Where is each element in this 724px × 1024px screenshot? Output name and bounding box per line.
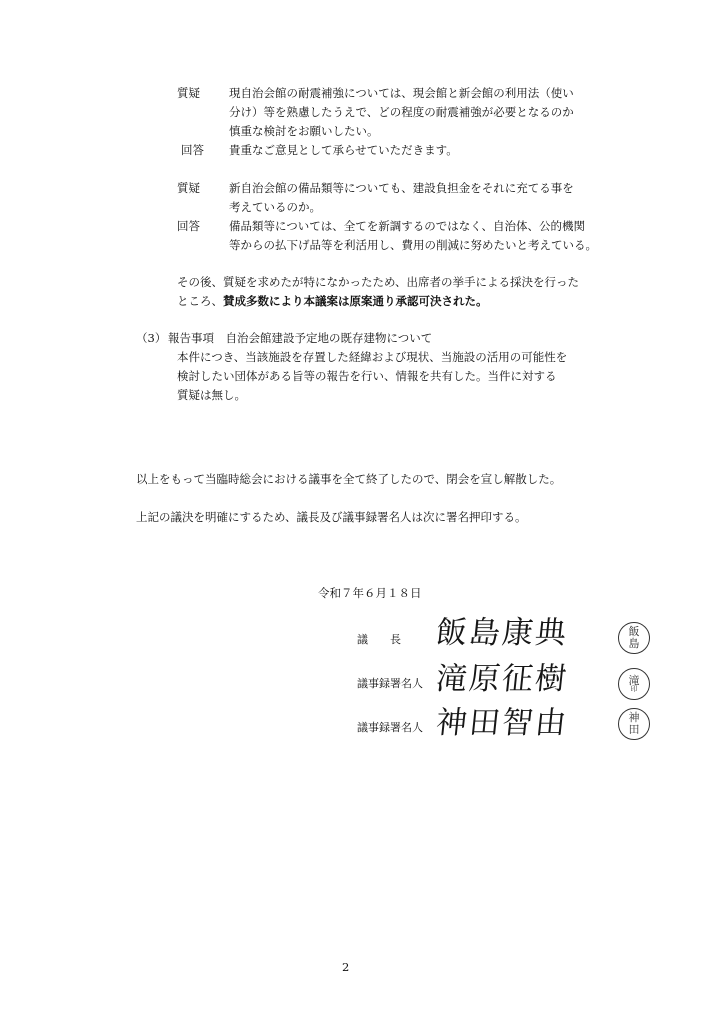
signature-role: 議事録署名人 [357, 677, 423, 690]
handwritten-signature: 神田智由 [434, 705, 570, 741]
signing-statement: 上記の議決を明確にするため、議長及び議事録署名人は次に署名押印する。 [136, 510, 527, 524]
handwritten-signature: 飯島康典 [434, 615, 570, 651]
vote-result: 賛成多数により本議案は原案通り承認可決された。 [223, 294, 488, 308]
qa-line: 慎重な検討をお願いしたい。 [229, 124, 379, 138]
qa-line: 現自治会館の耐震補強については、現会館と新会館の利用法（使い [229, 86, 574, 100]
qa-line: 考えているのか。 [229, 200, 321, 214]
qa-label: 回答 [177, 219, 200, 233]
report-heading: 報告事項 自治会館建設予定地の既存建物について [168, 331, 433, 345]
seal-stamp: 神 田 [618, 708, 650, 740]
qa-line: 分け）等を熟慮したうえで、どの程度の耐震補強が必要となるのか [229, 105, 574, 119]
qa-label: 質疑 [177, 181, 200, 195]
closing-statement: 以上をもって当臨時総会における議事を全て終了したので、閉会を宣し解散した。 [136, 472, 562, 486]
qa-label: 質疑 [177, 86, 200, 100]
vote-text-line [177, 296, 488, 308]
document-date: 令和７年６月１８日 [318, 586, 422, 600]
qa-label: 回答 [181, 143, 204, 157]
qa-line: 備品類等については、全てを新調するのではなく、自治体、公的機関 [229, 219, 586, 233]
report-line: 本件につき、当該施設を存置した経緯および現状、当施設の活用の可能性を [177, 350, 568, 364]
signature-role: 議 長 [357, 633, 401, 646]
handwritten-signature: 滝原征樹 [434, 661, 570, 697]
report-number: （3） [136, 331, 167, 345]
page-number: 2 [342, 960, 350, 974]
report-line: 検討したい団体がある旨等の報告を行い、情報を共有した。当件に対する [177, 369, 557, 383]
signature-role: 議事録署名人 [357, 721, 423, 734]
report-line: 質疑は無し。 [177, 388, 246, 402]
qa-line: 新自治会館の備品類等についても、建設負担金をそれに充てる事を [229, 181, 574, 195]
seal-stamp: 滝 印 [618, 668, 650, 700]
seal-stamp: 飯 島 [618, 622, 650, 654]
qa-line: 等からの払下げ品等を利活用し、費用の削減に努めたいと考えている。 [229, 238, 597, 252]
vote-text-prefix: ところ、 [177, 294, 223, 308]
qa-line: 貴重なご意見として承らせていただきます。 [229, 143, 458, 157]
vote-text-line: その後、質疑を求めたが特になかったため、出席者の挙手による採決を行った [177, 275, 580, 289]
